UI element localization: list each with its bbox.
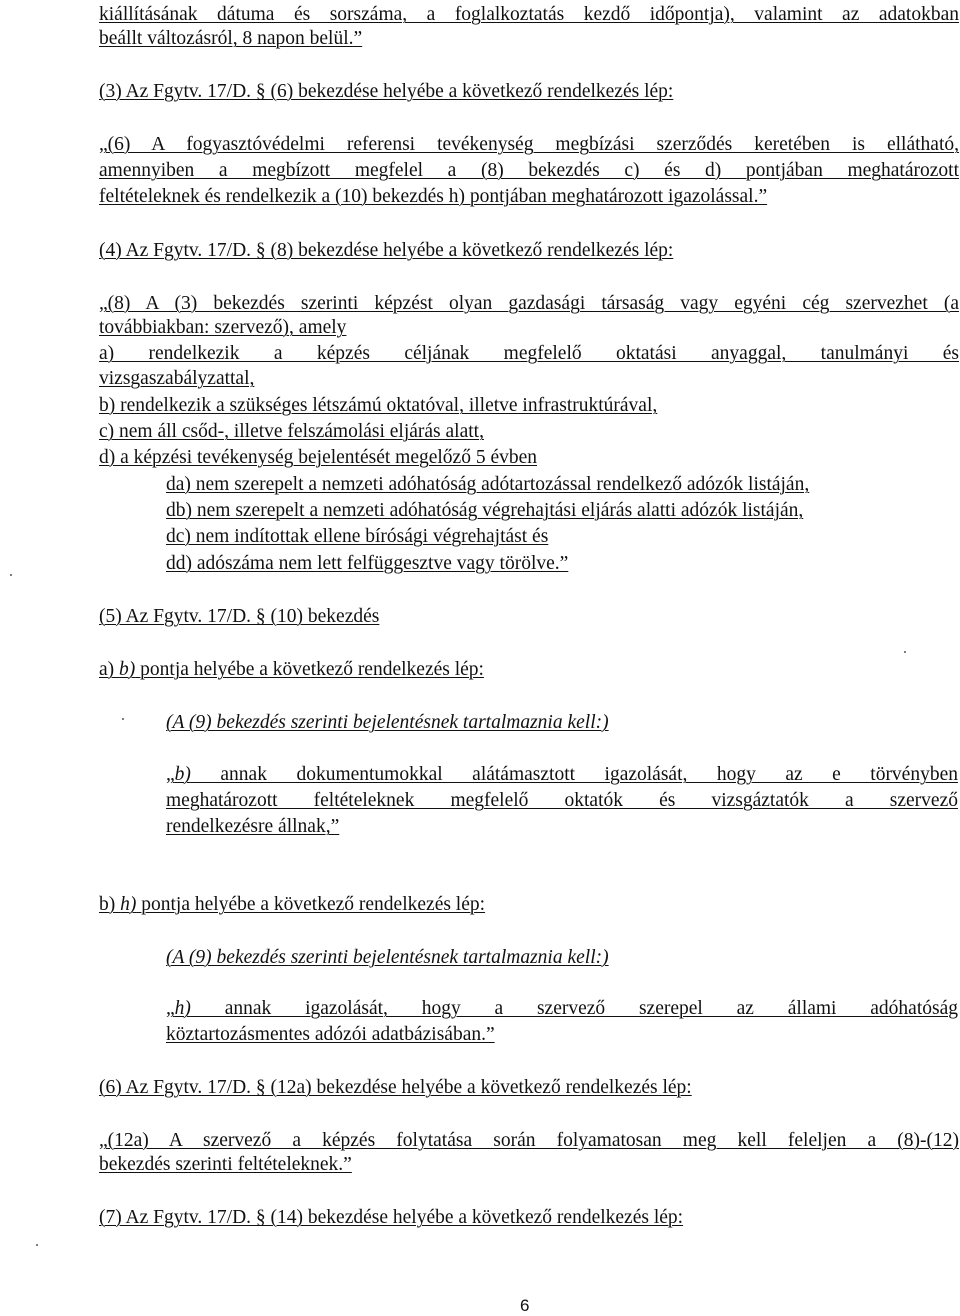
section-heading: (4) Az Fgytv. 17/D. § (8) bekezdése helyébe a következő rendelkezés lép:: [99, 240, 674, 261]
section-heading: (7) Az Fgytv. 17/D. § (14) bekezdése helyébe a következő rendelkezés lép:: [99, 1207, 684, 1228]
scan-speck: [904, 651, 906, 653]
text-line: a) rendelkezik a képzés céljának megfelelő oktatási anyaggal, tanulmányi és: [99, 343, 959, 364]
scan-speck: [36, 1244, 38, 1246]
text-line: d) a képzési tevékenység bejelentését megelőző 5 évben: [99, 447, 538, 468]
text-line: b) rendelkezik a szükséges létszámú oktatóval, illetve infrastruktúrával,: [99, 395, 658, 416]
text-line: meghatározott feltételeknek megfelelő oktatók és vizsgáztatók a szervező: [166, 790, 958, 811]
text-line: vizsgaszabályzattal,: [99, 368, 255, 389]
text-line: c) nem áll csőd-, illetve felszámolási eljárás alatt,: [99, 421, 484, 442]
text-line: köztartozásmentes adózói adatbázisában.”: [166, 1024, 495, 1045]
text-line: b) h) pontja helyébe a következő rendelkezés lép:: [99, 894, 486, 915]
page-number: 6: [520, 1296, 530, 1315]
text-line: da) nem szerepelt a nemzeti adóhatóság adótartozással rendelkező adózók listáján,: [166, 474, 810, 495]
text-line: a) b) pontja helyébe a következő rendelkezés lép:: [99, 659, 484, 680]
text-line: „b) annak dokumentumokkal alátámasztott igazolását, hogy az e törvényben: [166, 764, 958, 785]
text-line-italic: (A (9) bekezdés szerinti bejelentésnek tartalmaznia kell:): [166, 947, 609, 968]
text-line: „h) annak igazolását, hogy a szervező szerepel az állami adóhatóság: [166, 998, 958, 1019]
section-heading: (6) Az Fgytv. 17/D. § (12a) bekezdése helyébe a következő rendelkezés lép:: [99, 1077, 692, 1098]
text-line: „(6) A fogyasztóvédelmi referensi tevékenység megbízási szerződés keretében is ellátható,: [99, 134, 959, 155]
text-line: „(8) A (3) bekezdés szerinti képzést olyan gazdasági társaság vagy egyéni cég szervezhet (a: [99, 293, 959, 314]
text-line: dd) adószáma nem lett felfüggesztve vagy törölve.”: [166, 553, 569, 574]
text-line: dc) nem indítottak ellene bírósági végrehajtást és: [166, 526, 549, 547]
text-line: amennyiben a megbízott megfelel a (8) bekezdés c) és d) pontjában meghatározott: [99, 160, 959, 181]
text-line: kiállításának dátuma és sorszáma, a foglalkoztatás kezdő időpontja), valamint az adatokban: [99, 4, 959, 25]
text-line: feltételeknek és rendelkezik a (10) bekezdés h) pontjában meghatározott igazolással.”: [99, 186, 768, 207]
section-heading: (5) Az Fgytv. 17/D. § (10) bekezdés: [99, 606, 380, 627]
text-line: továbbiakban: szervező), amely: [99, 317, 347, 338]
text-line: rendelkezésre állnak,”: [166, 816, 340, 837]
text-line: „(12a) A szervező a képzés folytatása során folyamatosan meg kell feleljen a (8)-(12): [99, 1130, 959, 1151]
scan-speck: [10, 574, 12, 576]
text-line: bekezdés szerinti feltételeknek.”: [99, 1154, 352, 1175]
text-line: db) nem szerepelt a nemzeti adóhatóság végrehajtási eljárás alatti adózók listáján,: [166, 500, 804, 521]
scan-speck: [122, 718, 124, 720]
text-line-italic: (A (9) bekezdés szerinti bejelentésnek tartalmaznia kell:): [166, 712, 609, 733]
text-line: beállt változásról, 8 napon belül.”: [99, 28, 363, 49]
section-heading: (3) Az Fgytv. 17/D. § (6) bekezdése helyébe a következő rendelkezés lép:: [99, 81, 674, 102]
